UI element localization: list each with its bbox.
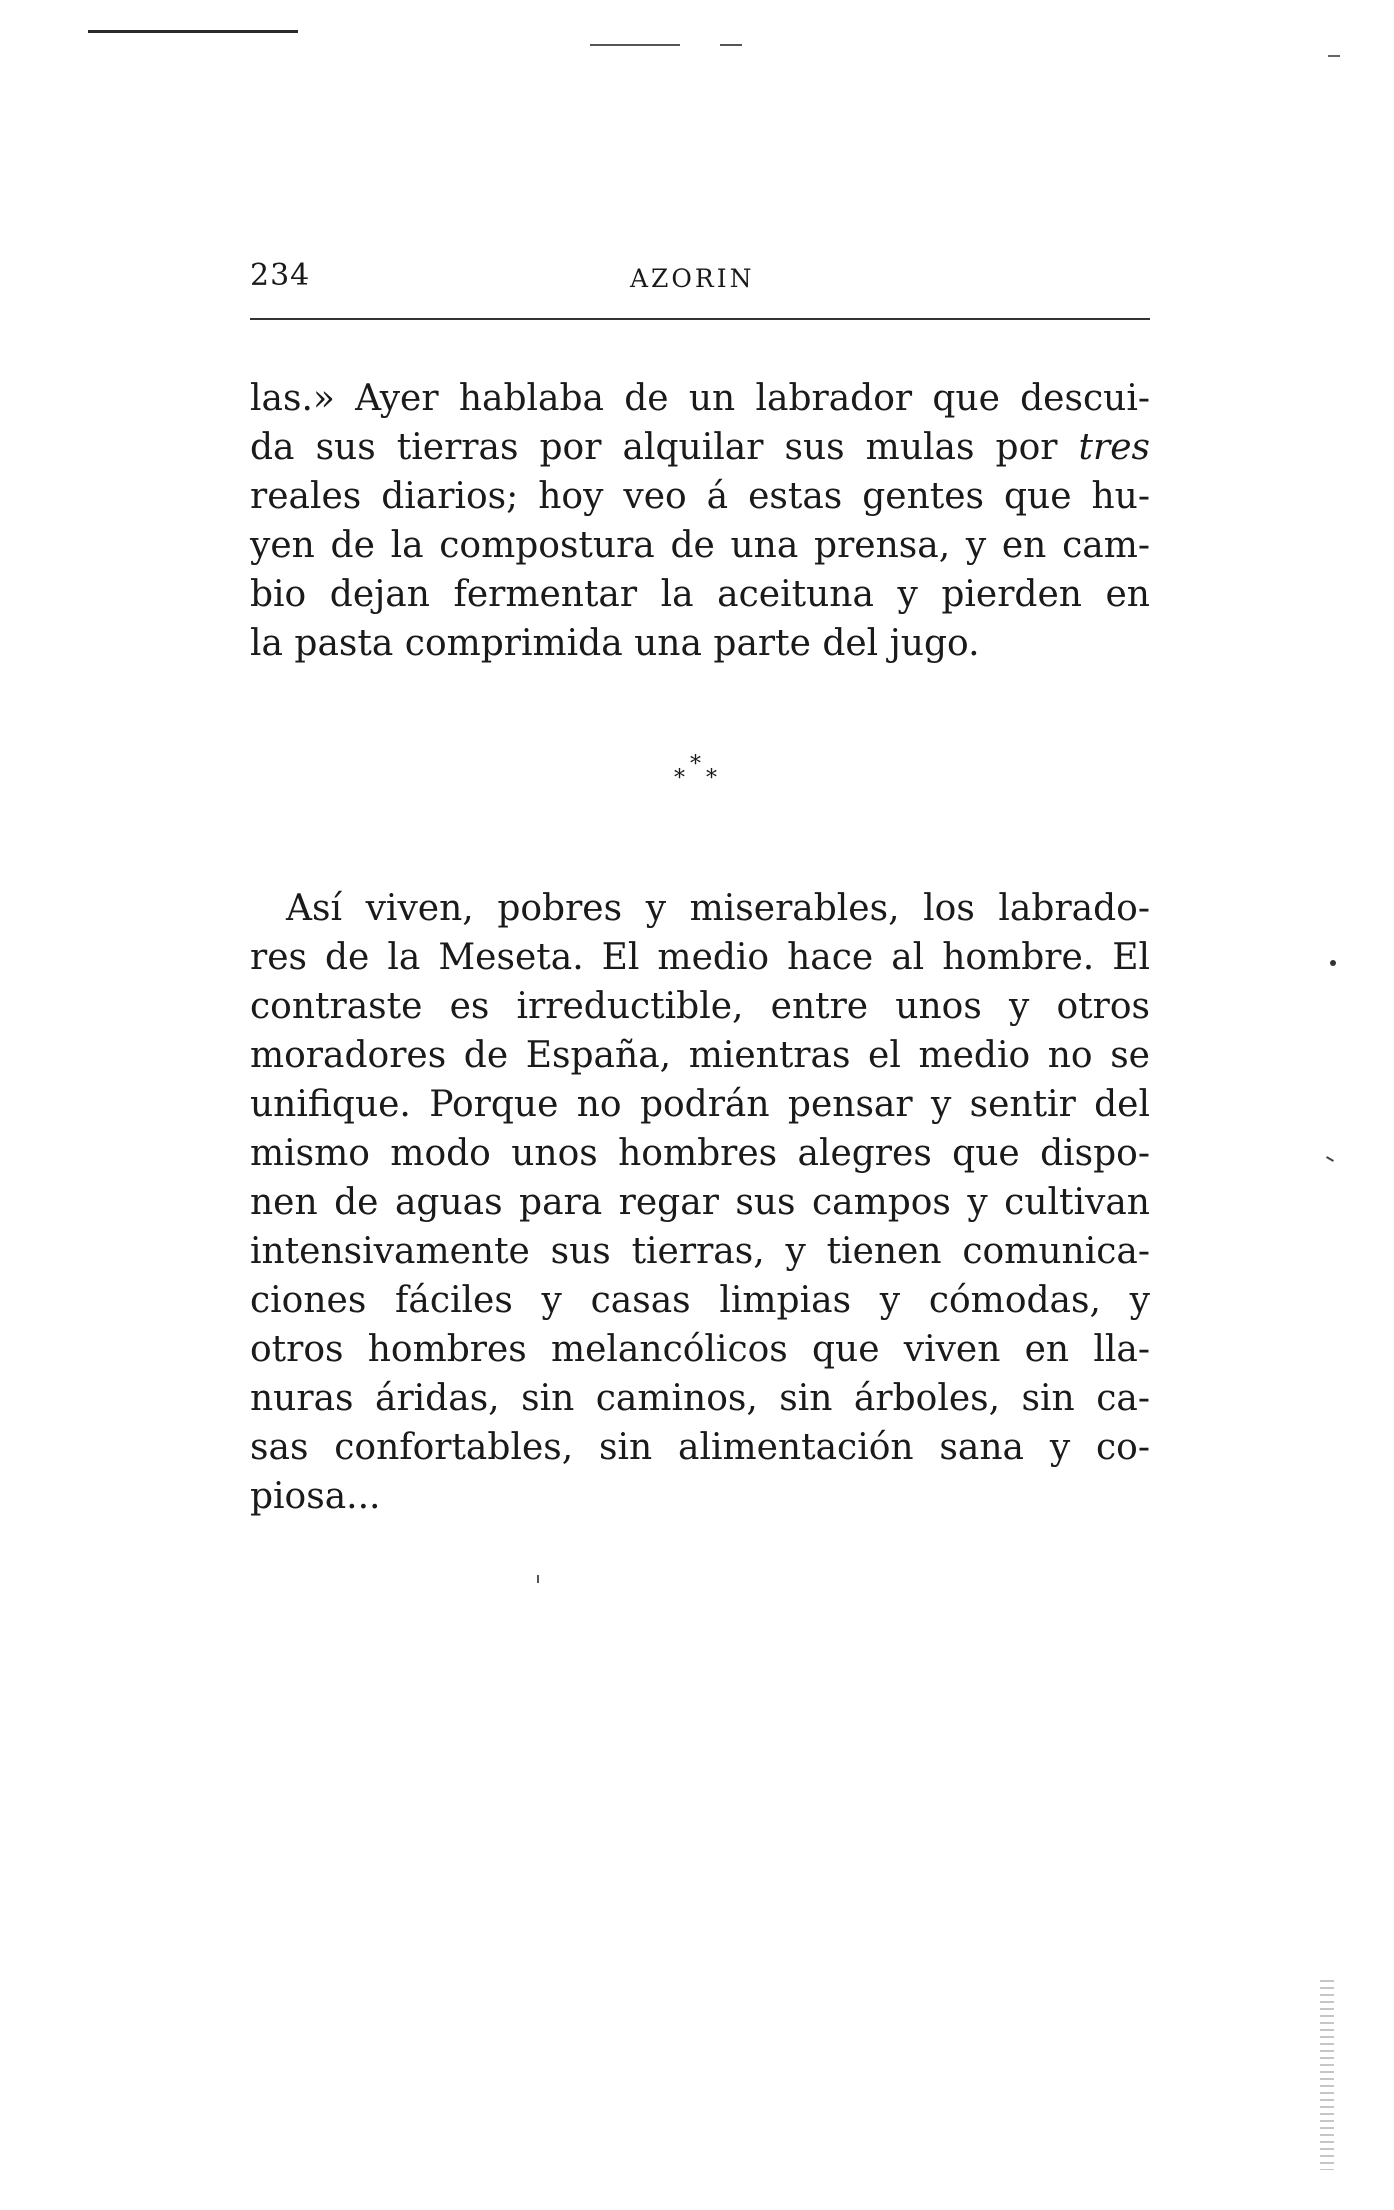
text-line: nen de aguas para regar sus campos y cultivan (250, 1182, 1150, 1223)
scan-artifact (537, 1575, 539, 1583)
text-line: reales diarios; hoy veo á estas gentes que hu- (250, 476, 1150, 517)
running-head: AZORIN (630, 264, 755, 293)
asterisk-glyph: * (690, 752, 701, 777)
page-number: 234 (250, 258, 311, 293)
text-line: nuras áridas, sin caminos, sin árboles, sin ca- (250, 1378, 1150, 1419)
text-line: contraste es irreductible, entre unos y otros (250, 986, 1150, 1027)
text-line: piosa... (250, 1476, 381, 1517)
scan-artifact (88, 30, 298, 33)
scan-artifact (1330, 960, 1336, 966)
asterism-separator (660, 752, 740, 802)
scan-artifact (720, 44, 742, 46)
text-line: la pasta comprimida una parte del jugo. (250, 623, 980, 664)
text-line: yen de la compostura de una prensa, y en cam- (250, 525, 1150, 566)
text-line: mismo modo unos hombres alegres que dispo- (250, 1133, 1150, 1174)
page-edge-speckle (1320, 1980, 1334, 2170)
text-line: da sus tierras por alquilar sus mulas por tres (250, 427, 1150, 468)
text-line: unifique. Porque no podrán pensar y sentir del (250, 1084, 1150, 1125)
paragraph-2 (250, 884, 1150, 1521)
text-line: moradores de España, mientras el medio no se (250, 1035, 1150, 1076)
text-line: res de la Meseta. El medio hace al hombre. El (250, 937, 1150, 978)
asterisk-glyph: * (674, 766, 685, 791)
text-line: bio dejan fermentar la aceituna y pierden en (250, 574, 1150, 615)
text-line: las.» Ayer hablaba de un labrador que descui- (250, 378, 1150, 419)
italic-word: tres (1078, 427, 1150, 468)
page-header (250, 258, 1150, 308)
text-line: intensivamente sus tierras, y tienen comunica- (250, 1231, 1150, 1272)
text-line: ciones fáciles y casas limpias y cómodas, y (250, 1280, 1150, 1321)
text-line: sas confortables, sin alimentación sana y co- (250, 1427, 1150, 1468)
text-line: otros hombres melancólicos que viven en lla- (250, 1329, 1150, 1370)
scan-artifact (1326, 1156, 1334, 1162)
asterisk-glyph: * (706, 766, 717, 791)
text-line: Así viven, pobres y miserables, los labrado- (286, 888, 1150, 929)
paragraph-1 (250, 374, 1150, 668)
header-rule (250, 318, 1150, 320)
scan-artifact (1328, 55, 1340, 57)
scan-artifact (590, 44, 680, 46)
